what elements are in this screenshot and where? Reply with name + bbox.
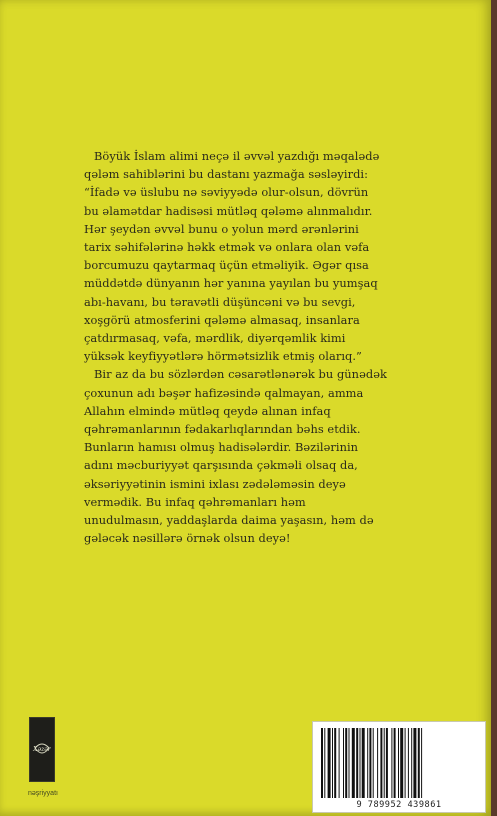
text-line: Böyük İslam alimi neçə il əvvəl yazdığı məqalədə	[94, 149, 380, 163]
publisher-caption: nəşriyyatı	[28, 790, 58, 797]
barcode-bar	[324, 728, 325, 798]
barcode-bar	[400, 728, 403, 798]
barcode-bar	[356, 728, 358, 798]
barcode-bar	[369, 728, 371, 798]
text-line: müddətdə dünyanın hər yanına yayılan bu yumşaq	[84, 276, 378, 291]
barcode-bar	[411, 728, 412, 798]
barcode-bar	[339, 728, 340, 798]
barcode-bar	[398, 728, 399, 798]
barcode-bar	[421, 728, 422, 798]
text-line: tarix səhifələrinə həkk etmək və onlara olan vəfa	[84, 240, 370, 255]
barcode-bar	[386, 728, 388, 798]
text-line: bu əlamətdar hadisəsi mütləq qələmə alınmalıdır.	[84, 203, 373, 218]
text-line: çoxunun adı bəşər hafizəsində qalmayan, amma	[84, 385, 364, 400]
text-line: qəhrəmanlarının fədakarlıqlarından bəhs etdik.	[84, 422, 361, 437]
publisher-logo	[29, 717, 55, 782]
barcode-bar	[321, 728, 323, 798]
text-line: borcumuzu qaytarmaq üçün etməliyik. Əgər qısa	[84, 258, 369, 273]
text-line: Bir az da bu sözlərdən cəsarətlənərək bu günədək	[94, 367, 387, 382]
text-line: unudulmasın, yaddaşlarda daima yaşasın, həm də	[84, 513, 374, 528]
text-line: abı-havanı, bu təravətli düşüncəni və bu sevgi,	[84, 294, 356, 309]
barcode-bar	[408, 728, 409, 798]
text-line: xoşgörü atmosferini qələmə almasaq, insanlara	[84, 312, 360, 327]
text-line: çatdırmasaq, vəfa, mərdlik, diyərqəmlik kimi	[84, 331, 346, 346]
text-line: Bunların hamısı olmuş hadisələrdir. Bəzilərinin	[84, 440, 359, 455]
cover-edge	[491, 0, 497, 816]
text-line: əksəriyyətinin ismini ixlası zədələməsin deyə	[84, 476, 346, 491]
text-line: gələcək nəsillərə örnək olsun deyə!	[84, 531, 291, 546]
barcode-bar	[334, 728, 336, 798]
text-line: qələm sahiblərini bu dastanı yazmağa səsləyirdi:	[84, 167, 368, 182]
publisher-logo-icon	[30, 718, 54, 781]
barcode-bar	[360, 728, 361, 798]
isbn-barcode	[312, 721, 486, 813]
barcode-bar	[328, 728, 331, 798]
barcode-bar	[343, 728, 344, 798]
text-line: Allahın elmində mütləq qeydə alınan infaq	[84, 403, 331, 418]
barcode-bar	[345, 728, 347, 798]
barcode-bar	[352, 728, 355, 798]
cover-text	[84, 147, 414, 547]
barcode-bar	[367, 728, 368, 798]
barcode-bar	[418, 728, 420, 798]
text-line: yüksək keyfiyyətlərə hörmətsizlik etmiş olarıq.”	[84, 349, 362, 364]
barcode-digits: 9 789952 439861	[356, 800, 442, 810]
text-line: “İfadə və üslubu nə səviyyədə olur-olsun, dövrün	[84, 185, 369, 200]
barcode-bar	[332, 728, 333, 798]
barcode-bar	[413, 728, 416, 798]
barcode-bar	[405, 728, 406, 798]
text-line: vermədik. Bu infaq qəhrəmanları həm	[84, 494, 306, 509]
barcode-bar	[362, 728, 365, 798]
barcode-bar	[394, 728, 396, 798]
barcode-bar	[377, 728, 378, 798]
text-line: adını məcburiyyət qarşısında çəkməli olsaq da,	[84, 458, 358, 473]
text-line: Hər şeydən əvvəl bunu o yolun mərd ərənlərini	[84, 221, 359, 236]
publisher-logo-text: Xəzər	[33, 746, 51, 753]
barcode-bars	[319, 728, 479, 798]
barcode-bar	[349, 728, 350, 798]
barcode-bar	[384, 728, 385, 798]
barcode-bar	[391, 728, 392, 798]
barcode-bar	[373, 728, 374, 798]
barcode-bar	[380, 728, 382, 798]
